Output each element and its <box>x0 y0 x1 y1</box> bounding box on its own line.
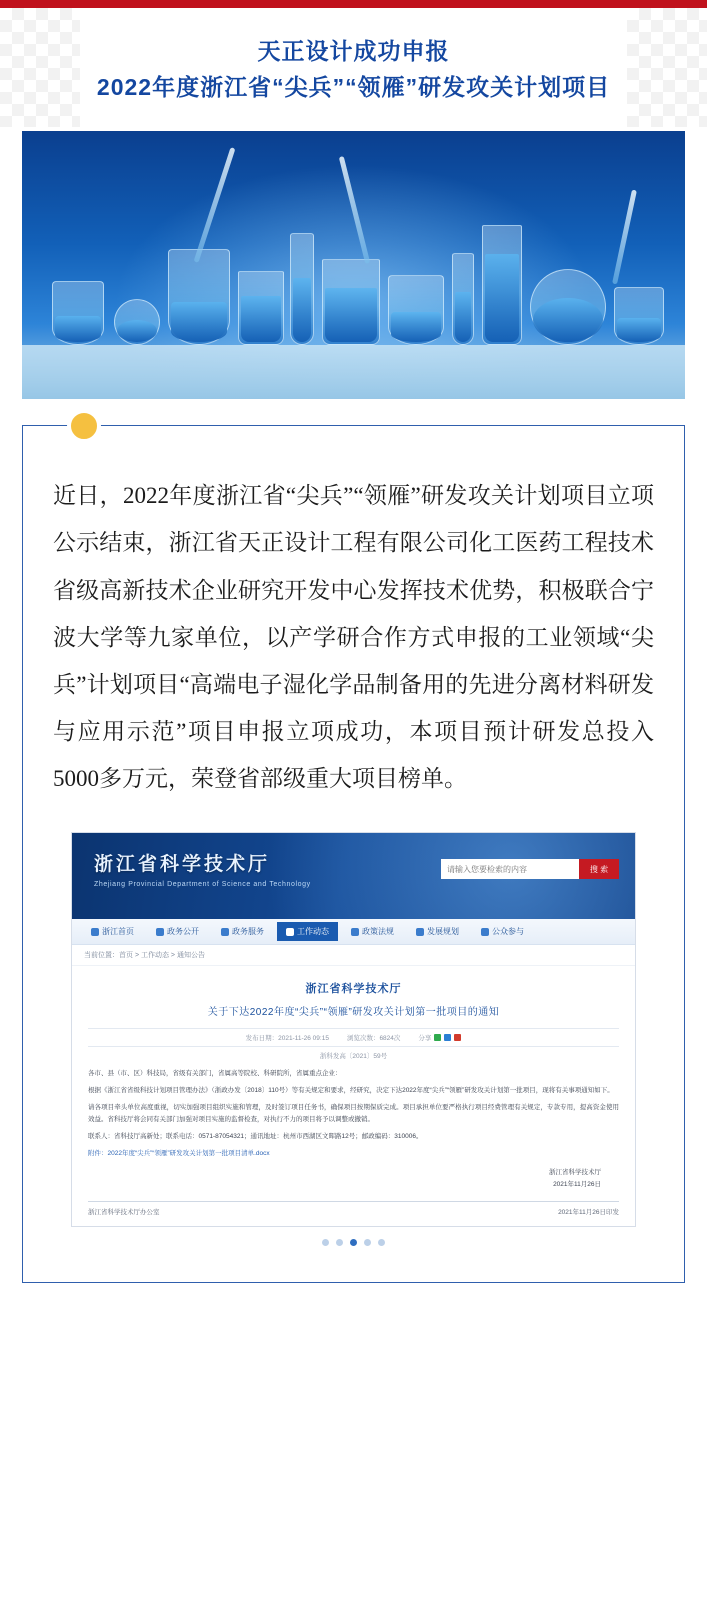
plan-icon <box>416 928 424 936</box>
nav-item-public-participation[interactable] <box>472 922 533 941</box>
nav-item-label: 发展规划 <box>427 927 459 937</box>
nav-item-policy[interactable] <box>342 922 403 941</box>
document-org-title: 浙江省科学技术厅 <box>305 983 402 996</box>
nav-item-development-plan[interactable] <box>407 922 468 941</box>
glassware-item <box>388 275 444 345</box>
glassware-item <box>114 299 160 345</box>
nav-item-label: 政务公开 <box>167 927 199 937</box>
document-title: 关于下达2022年度“尖兵”“领雁”研发攻关计划第一批项目的通知 <box>207 1007 500 1019</box>
law-icon <box>351 928 359 936</box>
nav-item-home[interactable] <box>82 922 143 941</box>
gov-document <box>72 966 635 1225</box>
gov-nav-bar[interactable] <box>72 919 635 945</box>
article-card <box>22 425 685 1282</box>
hero-image <box>22 131 685 399</box>
carousel-indicator[interactable] <box>53 1239 654 1246</box>
glassware-item <box>322 259 380 345</box>
document-number: 浙科发高〔2021〕59号 <box>319 1053 388 1061</box>
nav-item-label: 公众参与 <box>492 927 524 937</box>
home-icon <box>91 928 99 936</box>
doc-icon <box>156 928 164 936</box>
glassware-item <box>238 271 284 345</box>
decor-dot <box>67 409 101 443</box>
document-signature <box>88 1167 619 1190</box>
document-paragraph: 请各项目牵头单位高度重视，切实加强项目组织实施和管理，及时签订项目任务书，确保项目按期保质完成。项目承担单位要严格执行项目经费管理有关规定，专款专用，提高资金使用效益。省科技厅将会同有关部门加强对项目实施的监督检查，对执行不力的项目将予以调整或撤销。 <box>88 1104 619 1124</box>
nav-item-label: 政务服务 <box>232 927 264 937</box>
nav-item-label: 工作动态 <box>297 927 329 937</box>
breadcrumb: 当前位置：首页 > 工作动态 > 通知公告 <box>72 945 635 966</box>
carousel-dot[interactable] <box>364 1239 371 1246</box>
document-meta <box>88 1028 619 1047</box>
carousel-dot[interactable] <box>336 1239 343 1246</box>
hero-table-surface <box>22 345 685 399</box>
search-input[interactable] <box>441 859 579 879</box>
share-label: 分享 <box>418 1035 432 1043</box>
glassware-group <box>22 131 685 345</box>
gov-search-bar[interactable] <box>441 859 619 879</box>
people-icon <box>481 928 489 936</box>
view-count: 浏览次数：6824次 <box>346 1035 401 1043</box>
nav-item-label: 政策法规 <box>362 927 394 937</box>
stirring-rod <box>612 190 637 285</box>
document-paragraph: 联系人：省科技厅高新处；联系电话：0571-87054321；通讯地址：杭州市西湖区文晖路12号；邮政编码：310006。 <box>88 1133 423 1141</box>
nav-item-label: 浙江首页 <box>102 927 134 937</box>
carousel-dot-active[interactable] <box>350 1239 357 1246</box>
document-footer <box>88 1201 619 1216</box>
carousel-dot[interactable] <box>322 1239 329 1246</box>
qq-share-icon[interactable] <box>454 1034 461 1041</box>
nav-item-government-service[interactable] <box>212 922 273 941</box>
share-group[interactable] <box>418 1033 461 1042</box>
publish-date: 发布日期：2021-11-26 09:15 <box>245 1035 329 1043</box>
footer-office: 浙江省科学技术厅办公室 <box>88 1208 160 1216</box>
page-title-line-1: 天正设计成功申报 <box>257 38 450 64</box>
glassware-item <box>452 253 474 345</box>
glassware-item <box>290 233 314 345</box>
page-title-line-2: 2022年度浙江省“尖兵”“领雁”研发攻关计划项目 <box>96 73 611 100</box>
glassware-item <box>482 225 522 345</box>
footer-print-date: 2021年11月26日印发 <box>558 1208 619 1216</box>
carousel-dot[interactable] <box>378 1239 385 1246</box>
glassware-item <box>168 249 230 345</box>
glassware-item <box>52 281 104 345</box>
glassware-item <box>614 287 664 345</box>
bottom-spacer <box>0 1283 707 1309</box>
service-icon <box>221 928 229 936</box>
gov-site-title-cn: 浙江省科学技术厅 <box>94 854 271 876</box>
gov-site-header <box>72 833 635 919</box>
signature-date: 2021年11月26日 <box>553 1181 601 1189</box>
document-paragraph: 各市、县（市、区）科技局，省级有关部门，省属高等院校、科研院所，省属重点企业： <box>88 1070 342 1078</box>
nav-item-government-disclosure[interactable] <box>147 922 208 941</box>
wechat-share-icon[interactable] <box>434 1034 441 1041</box>
glassware-item <box>530 269 606 345</box>
gov-site-screenshot <box>71 832 636 1226</box>
signature-org: 浙江省科学技术厅 <box>549 1169 601 1177</box>
document-paragraph: 根据《浙江省省级科技计划项目管理办法》（浙政办发〔2018〕110号）等有关规定和要求，经研究，决定下达2022年度“尖兵”“领雁”研发攻关计划第一批项目，现将有关事项通知如下。 <box>88 1087 614 1095</box>
gov-site-title-en: Zhejiang Provincial Department of Science and Technology <box>94 881 311 889</box>
title-block <box>0 8 707 127</box>
weibo-share-icon[interactable] <box>444 1034 451 1041</box>
news-icon <box>286 928 294 936</box>
stirring-rod <box>339 156 370 264</box>
stirring-rod <box>194 147 236 263</box>
article-body-text: 近日，2022年度浙江省“尖兵”“领雁”研发攻关计划项目立项公示结束，浙江省天正设计工程有限公司化工医药工程技术省级高新技术企业研究开发中心发挥技术优势，积极联合宁波大学等九家单位，以产学研合作方式申报的工业领域“尖兵”计划项目“高端电子湿化学品制备用的先进分离材料研发与应用示范”项目申报立项成功，本项目预计研发总投入5000多万元，荣登省部级重大项目榜单。 <box>53 483 654 792</box>
document-attachment-link[interactable]: 附件：2022年度“尖兵”“领雁”研发攻关计划第一批项目清单.docx <box>88 1150 270 1158</box>
top-accent-bar <box>0 0 707 8</box>
search-button[interactable]: 搜 索 <box>579 859 619 879</box>
nav-item-work-news[interactable] <box>277 922 338 941</box>
